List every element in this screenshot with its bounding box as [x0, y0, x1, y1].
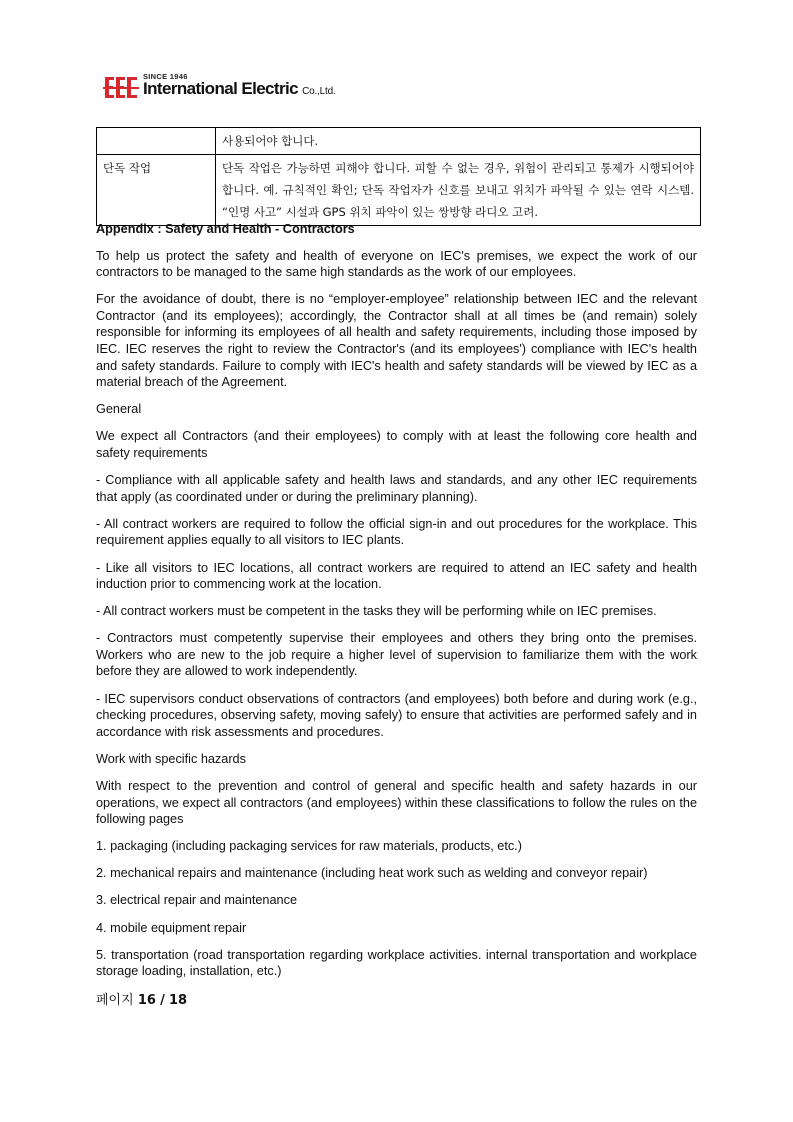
numbered-item: 3. electrical repair and maintenance: [96, 893, 297, 908]
numbered-item: 2. mechanical repairs and maintenance (including heat work such as welding and conveyor repair): [96, 866, 648, 881]
logo-name-text: International Electric: [143, 79, 298, 98]
paragraph: For the avoidance of doubt, there is no “employer-employee” relationship between IEC and the relevant Contractor (and its employees); accordingly, the Contractor shall at all times be (and remain) solely responsible for informing its employees of all health and safety requirements, including those imposed by IEC. IEC reserves the right to review the Contractor's (and its employees') compliance with IEC's health and safety standards. Failure to comply with IEC's health and safety standards will be viewed by IEC as a material breach of the Agreement.: [96, 292, 697, 390]
numbered-item: 5. transportation (road transportation regarding workplace activities. internal transportation and workplace storage loading, installation, etc.): [96, 947, 697, 979]
iec-logo-mark-icon: [103, 75, 139, 101]
requirement-item: - Contractors must competently supervise their employees and others they bring onto the premises. Workers who are new to the job require a higher level of supervision to familiarize them with the work before they are allowed to work independently.: [96, 631, 697, 679]
requirement-item: - All contract workers must be competent in the tasks they will be performing while on IEC premises.: [96, 604, 657, 619]
page-label: 페이지: [96, 993, 134, 1008]
table-cell-text: 단독 작업은 가능하면 피해야 합니다. 피할 수 없는 경우, 위험이 관리되고 통제가 시행되어야 합니다. 예. 규칙적인 확인; 단독 작업자가 신호를 보내고 위치가 파악될 수 있는 연락 시스템. “인명 사고” 시설과 GPS 위치 파악이 있는 쌍방향 라디오 고려.: [216, 155, 701, 226]
section-heading-general: General: [96, 402, 142, 417]
requirement-item: - All contract workers are required to follow the official sign-in and out procedures for the workplace. This requirement applies equally to all visitors to IEC plants.: [96, 516, 697, 548]
logo-suffix-text: Co.,Ltd.: [302, 86, 336, 97]
numbered-item: 4. mobile equipment repair: [96, 920, 247, 935]
appendix-section: [96, 221, 697, 990]
paragraph: To help us protect the safety and health of everyone on IEC's premises, we expect the work of our contractors to be managed to the same high standards as the work of our employees.: [96, 248, 697, 280]
requirement-item: - Like all visitors to IEC locations, all contract workers are required to attend an IEC safety and health induction prior to commencing work at the location.: [96, 560, 697, 592]
paragraph: We expect all Contractors (and their employees) to comply with at least the following core health and safety requirements: [96, 429, 697, 461]
page-separator: /: [160, 993, 165, 1008]
table-row: [97, 128, 701, 155]
page-number: [96, 989, 187, 1008]
page-total: 18: [168, 993, 188, 1008]
hazard-table: [96, 127, 701, 226]
logo-company-name: [143, 79, 336, 99]
requirement-item: - IEC supervisors conduct observations of contractors (and employees) both before and during work (e.g., checking procedures, observing safety, moving safely) to ensure that activities are performed safely and in accordance with risk assessments and procedures.: [96, 691, 697, 739]
page-current: 16: [137, 993, 156, 1008]
section-heading-specific-hazards: Work with specific hazards: [96, 751, 246, 766]
appendix-title: Appendix : Safety and Health - Contractors: [96, 222, 355, 236]
numbered-item: 1. packaging (including packaging services for raw materials, products, etc.): [96, 839, 522, 854]
table-cell-text: 사용되어야 합니다.: [216, 128, 701, 155]
table-row: [97, 155, 701, 226]
table-cell-label: 단독 작업: [97, 155, 216, 226]
logo-since-text: SINCE 1946: [143, 72, 188, 81]
table-cell-label: [97, 128, 216, 155]
paragraph: With respect to the prevention and control of general and specific health and safety hazards in our operations, we expect all contractors (and employees) within these classifications to follow the rules on the following pages: [96, 778, 697, 827]
requirement-item: - Compliance with all applicable safety and health laws and standards, and any other IEC requirements that apply (as coordinated under or during the preliminary planning).: [96, 473, 697, 504]
